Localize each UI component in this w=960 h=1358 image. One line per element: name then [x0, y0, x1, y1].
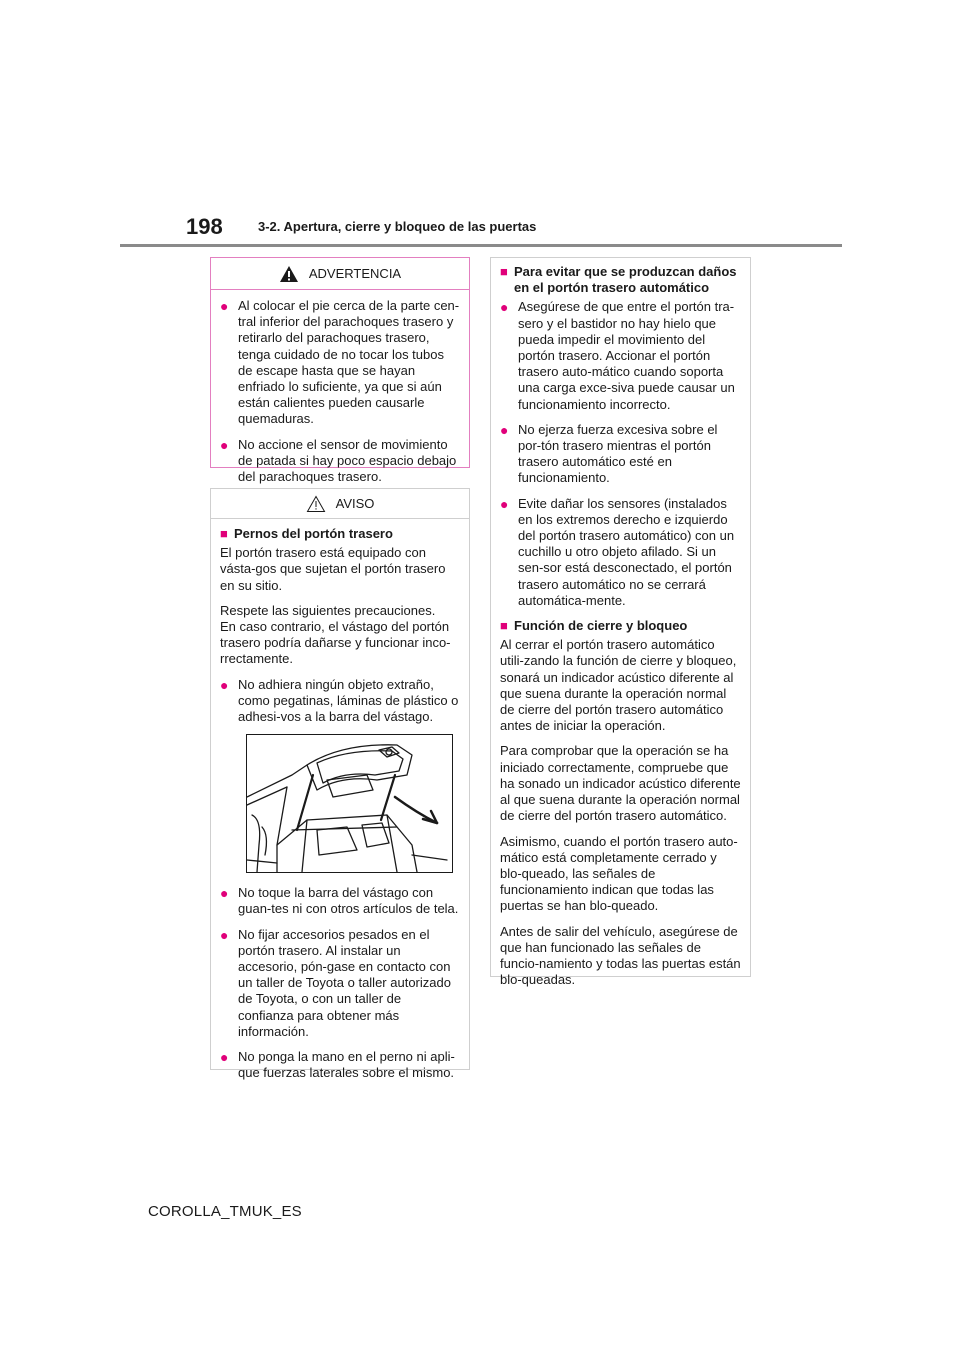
- body-paragraph: Asimismo, cuando el portón trasero auto-mático está completamente cerrado y blo-queado, las señales de funcionamiento indican que todas las puertas se han blo-queado.: [500, 833, 738, 914]
- caution-box: [210, 488, 470, 1081]
- header-divider: [120, 244, 842, 247]
- warning-item: [220, 298, 460, 428]
- caution-title: AVISO: [335, 496, 375, 511]
- bullet-icon: ●: [220, 1049, 229, 1066]
- section-heading-text: Para evitar que se produzcan daños en el portón trasero automático: [514, 264, 737, 296]
- section-heading: [500, 618, 741, 634]
- caution-item: [500, 299, 741, 412]
- warning-item: [220, 437, 460, 486]
- caution-item: [220, 885, 460, 917]
- caution-item: [220, 927, 460, 1040]
- caution-item: [220, 677, 460, 726]
- caution-paragraph: El portón trasero está equipado con vásta-gos que sujetan el portón trasero en su sitio.: [220, 545, 446, 593]
- bullet-icon: ●: [500, 495, 509, 512]
- model-code-footer: COROLLA_TMUK_ES: [148, 1203, 302, 1220]
- tailgate-strut-illustration: [246, 734, 453, 873]
- caution-item: [500, 496, 741, 609]
- bullet-icon: ●: [500, 299, 509, 316]
- bullet-icon: ●: [500, 421, 509, 438]
- caution-paragraph: Respete las siguientes precauciones. En caso contrario, el vástago del portón trasero podría dañarse y funcionar inco-rrectamente.: [220, 602, 451, 667]
- page-number: 198: [186, 214, 223, 239]
- caution-item-text: No adhiera ningún objeto extraño, como pegatinas, láminas de plástico o adhesi-vos a la barra del vástago.: [238, 676, 459, 725]
- warning-item-text: No accione el sensor de movimiento de patada si hay poco espacio debajo del parachoques trasero.: [238, 436, 457, 485]
- body-paragraph: Al cerrar el portón trasero automático utili-zando la función de cierre y bloqueo, sonará un indicador acústico diferente al que suena durante la operación normal de cierre del portón trasero automático antes de iniciar la operación.: [500, 637, 737, 734]
- warning-title: ADVERTENCIA: [308, 266, 402, 281]
- square-bullet-icon: ■: [500, 264, 508, 279]
- section-title: 3-2. Apertura, cierre y bloqueo de las puertas: [258, 219, 537, 234]
- caution-item-text: Evite dañar los sensores (instalados en los extremos derecho e izquierdo del portón trasero automático) con un cuchillo u otro objeto afilado. Si un sen-sor está desconectado, el portón trasero automático no se cerrará automática-mente.: [518, 495, 735, 608]
- section-heading-text: Función de cierre y bloqueo: [514, 618, 688, 634]
- caution-triangle-icon: [306, 495, 326, 513]
- caution-item-text: No ejerza fuerza excesiva sobre el por-tón trasero mientras el portón trasero automático esté en funcionamiento.: [518, 421, 718, 486]
- caution-item: [500, 422, 741, 487]
- caution-item-text: No ponga la mano en el perno ni apli-que fuerzas laterales sobre el mismo.: [238, 1049, 455, 1081]
- caution-item: [220, 1049, 460, 1081]
- bullet-icon: ●: [220, 298, 229, 314]
- caution-heading-text: Pernos del portón trasero: [234, 526, 393, 541]
- caution-item-text: No toque la barra del vástago con guan-tes ni con otros artículos de tela.: [238, 885, 459, 917]
- bullet-icon: ●: [220, 926, 229, 943]
- warning-box-header: [211, 258, 469, 290]
- bullet-icon: ●: [220, 885, 229, 902]
- section-heading: [500, 264, 741, 296]
- warning-box: [210, 257, 470, 485]
- warning-item-text: Al colocar el pie cerca de la parte cen-tral inferior del parachoques trasero y retirarlo del parachoques trasero, tenga cuidado de no tocar los tubos de escape hasta que se hayan enfriado lo suficiente, ya que si aún están calientes pueden causarle quemaduras.: [238, 298, 460, 427]
- caution-item-text: Asegúrese de que entre el portón tra-sero y el bastidor no hay hielo que pueda impedir el movimiento del portón trasero. Accionar el portón trasero auto-mático cuando soporta una carga exce-siva puede causar un funcionamiento incorrecto.: [518, 299, 735, 412]
- body-paragraph: Para comprobar que la operación se ha iniciado correctamente, compruebe que ha sonado un indicador acústico diferente al que suena durante la operación normal de cierre del portón trasero automático.: [500, 743, 741, 824]
- caution-continued-box: [490, 257, 751, 988]
- caution-heading: [220, 526, 460, 542]
- caution-item-text: No fijar accesorios pesados en el portón trasero. Al instalar un accesorio, pón-gase en contacto con un taller de Toyota o taller autorizado de Toyota, o con un taller de confianza para obtener más información.: [238, 926, 451, 1039]
- body-paragraph: Antes de salir del vehículo, asegúrese de que han funcionado las señales de funcio-namiento y todas las puertas están blo-queadas.: [500, 923, 741, 988]
- warning-triangle-icon: [279, 265, 299, 283]
- square-bullet-icon: ■: [220, 526, 228, 541]
- caution-box-header: [211, 489, 469, 519]
- bullet-icon: ●: [220, 436, 229, 453]
- square-bullet-icon: ■: [500, 618, 508, 634]
- bullet-icon: ●: [220, 676, 229, 693]
